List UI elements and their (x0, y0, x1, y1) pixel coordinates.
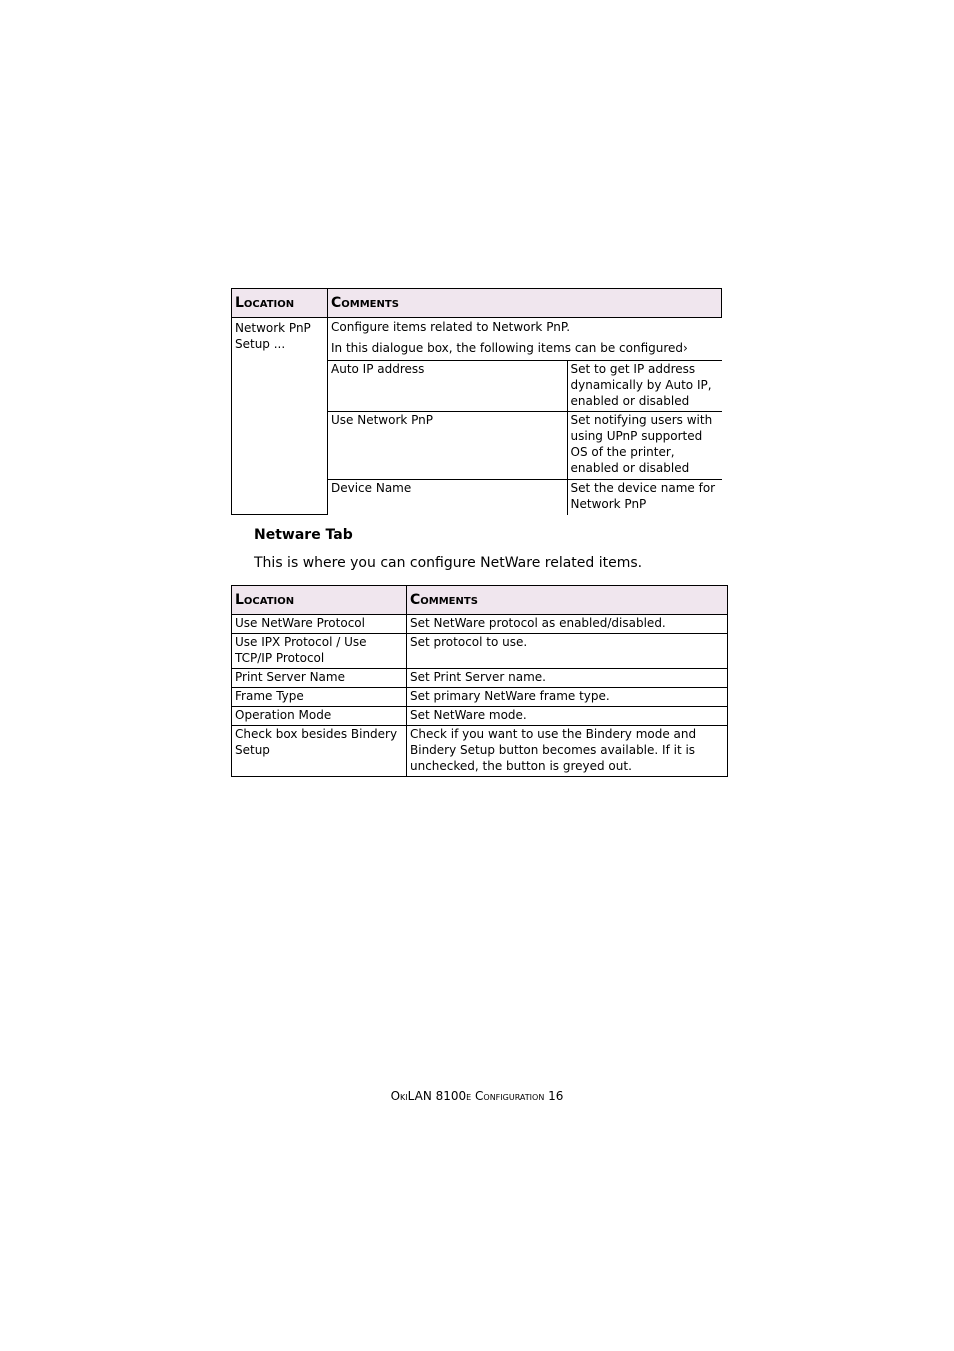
netware-table (231, 585, 728, 777)
network-pnp-table (231, 288, 722, 515)
intro-text (328, 318, 722, 360)
intro-line-2: In this dialogue box, the following items can be configured› (331, 341, 688, 355)
comment-cell: Set Print Server name. (407, 669, 728, 688)
table-row (232, 688, 728, 707)
location-cell: Network PnP Setup ... (232, 318, 328, 515)
section-text: This is where you can configure NetWare related items. (254, 555, 643, 571)
item-name: Use Network PnP (328, 412, 567, 480)
location-header: Location (232, 289, 328, 318)
table-row (232, 634, 728, 669)
item-name: Device Name (328, 480, 567, 515)
page-footer: OkiLAN 8100e Configuration 16 (390, 1089, 564, 1103)
table-row (328, 412, 722, 480)
table-row (328, 480, 722, 515)
location-cell: Print Server Name (232, 669, 407, 688)
item-name: Auto IP address (328, 361, 567, 412)
table-row (232, 669, 728, 688)
location-cell: Use IPX Protocol / Use TCP/IP Protocol (232, 634, 407, 669)
item-desc: Set the device name for Network PnP (567, 480, 722, 515)
comments-cell (328, 318, 722, 515)
table-row (232, 318, 722, 515)
table-row (328, 361, 722, 412)
location-cell: Check box besides Bindery Setup (232, 726, 407, 777)
pnp-items-table (328, 360, 722, 515)
section-title: Netware Tab (254, 527, 353, 543)
item-desc: Set notifying users with using UPnP supported OS of the printer, enabled or disabled (567, 412, 722, 480)
location-header: Location (232, 586, 407, 615)
location-cell: Operation Mode (232, 707, 407, 726)
location-cell: Frame Type (232, 688, 407, 707)
table-row (232, 615, 728, 634)
intro-line-1: Configure items related to Network PnP. (331, 320, 571, 334)
location-cell: Use NetWare Protocol (232, 615, 407, 634)
comments-header: Comments (407, 586, 728, 615)
table-row (232, 707, 728, 726)
item-desc: Set to get IP address dynamically by Auto IP, enabled or disabled (567, 361, 722, 412)
table-header-row (232, 289, 722, 318)
comment-cell: Set NetWare mode. (407, 707, 728, 726)
comments-header: Comments (328, 289, 722, 318)
table-row (232, 726, 728, 777)
table-header-row (232, 586, 728, 615)
comment-cell: Set NetWare protocol as enabled/disabled. (407, 615, 728, 634)
comment-cell: Set primary NetWare frame type. (407, 688, 728, 707)
comment-cell: Check if you want to use the Bindery mode and Bindery Setup button becomes available. If it is unchecked, the button is greyed out. (407, 726, 728, 777)
comment-cell: Set protocol to use. (407, 634, 728, 669)
